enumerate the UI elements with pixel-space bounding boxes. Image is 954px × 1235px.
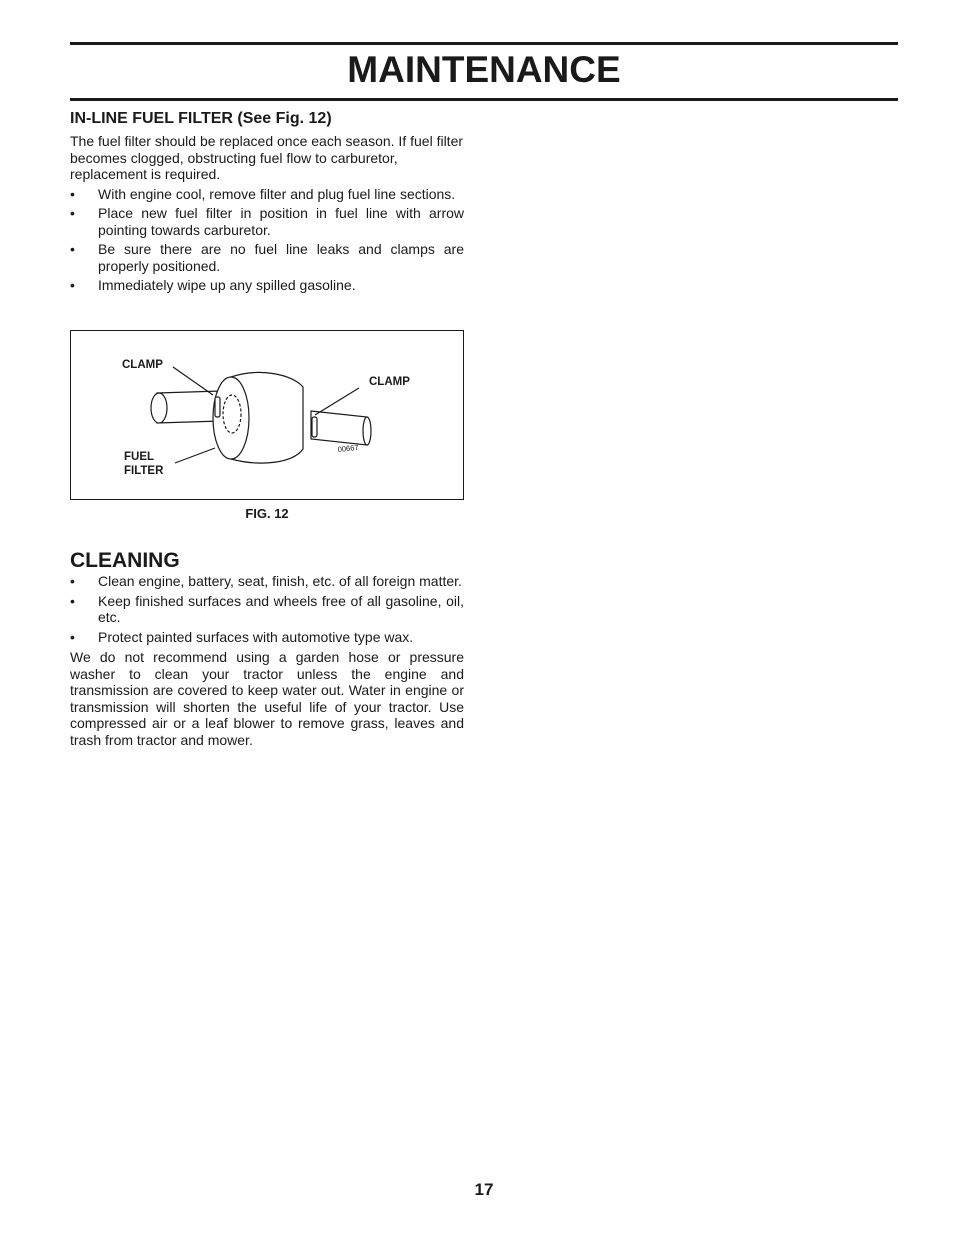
cleaning-heading: CLEANING: [70, 549, 180, 572]
cleaning-note: We do not recommend using a garden hose or pressure washer to clean your tractor unless the engine and transmission are covered to keep water out. Water in engine or transmission will shorten the useful life of your tractor. Use compressed air or a leaf blower to remove grass, leaves and trash from tractor and mower.: [70, 649, 464, 748]
fuel-filter-steps: [70, 186, 464, 294]
header-top-rule: [70, 42, 898, 45]
bullet-icon: •: [70, 241, 75, 257]
list-item: • Clean engine, battery, seat, finish, etc. of all foreign matter.: [70, 573, 462, 589]
fuel-filter-illustration: [71, 331, 463, 499]
fuel-filter-label-line2: FILTER: [124, 465, 164, 477]
figure-caption: FIG. 12: [245, 506, 289, 521]
header-bottom-rule: [70, 98, 898, 101]
bullet-icon: •: [70, 573, 75, 589]
list-item: • Protect painted surfaces with automotive type wax.: [70, 628, 414, 645]
bullet-icon: •: [70, 592, 75, 609]
cleaning-list: [70, 573, 464, 645]
bullet-icon: •: [70, 205, 75, 221]
list-item: • Be sure there are no fuel line leaks and clamps are properly positioned.: [70, 241, 464, 274]
clamp-left-label: CLAMP: [122, 359, 163, 371]
list-item: • Keep finished surfaces and wheels free of all gasoline, oil, etc.: [70, 592, 464, 625]
fuel-filter-label-line1: FUEL: [124, 451, 155, 463]
bullet-icon: •: [70, 185, 75, 202]
fuel-filter-figure: [70, 330, 464, 500]
list-item: • Immediately wipe up any spilled gasoline.: [70, 277, 356, 293]
clamp-right-label: CLAMP: [369, 376, 410, 388]
fuel-filter-body: [70, 133, 464, 297]
fuel-filter-intro: The fuel filter should be replaced once each season. If fuel filter becomes clogged, obstructing fuel flow to carburetor, replacement is required.: [70, 133, 464, 182]
bullet-icon: •: [70, 277, 75, 293]
list-item: • With engine cool, remove filter and plug fuel line sections.: [70, 185, 456, 202]
page-number: 17: [474, 1180, 494, 1199]
cleaning-body: [70, 573, 464, 748]
fuel-filter-heading: IN-LINE FUEL FILTER (See Fig. 12): [70, 110, 332, 127]
list-item: • Place new fuel filter in position in fuel line with arrow pointing towards carburetor.: [70, 205, 464, 238]
bullet-icon: •: [70, 628, 75, 645]
page-title: MAINTENANCE: [347, 49, 621, 90]
part-code: 00667: [337, 442, 359, 454]
